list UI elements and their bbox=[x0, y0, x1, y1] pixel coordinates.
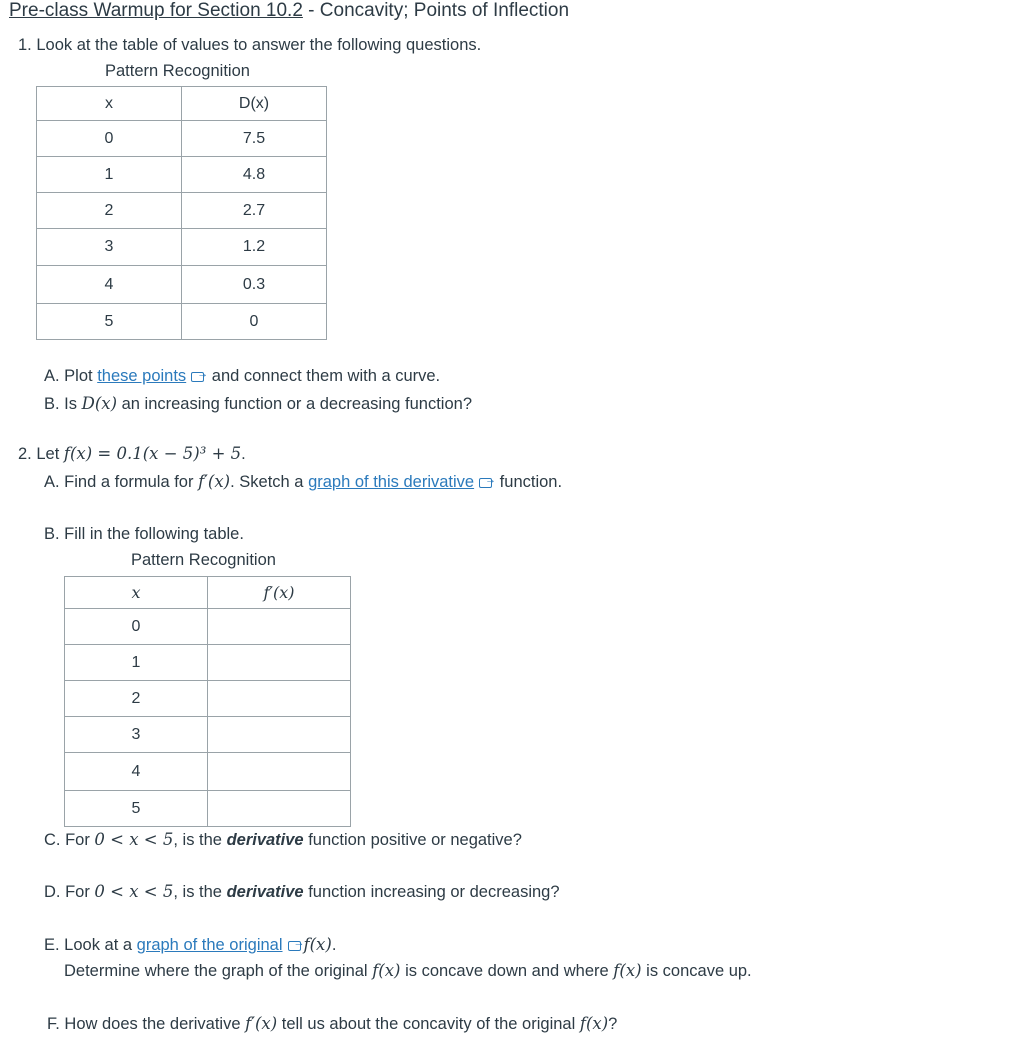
q2-c-mid: , is the bbox=[173, 831, 227, 849]
table-row bbox=[37, 121, 327, 157]
q2-part-f bbox=[47, 1014, 617, 1034]
q2-f-math2: f(x) bbox=[579, 1014, 609, 1033]
q2-a-mid: . Sketch a bbox=[230, 473, 309, 491]
q2-e2-math1: f(x) bbox=[372, 961, 401, 980]
q1-cell: 0 bbox=[37, 121, 182, 157]
q1-cell: 7.5 bbox=[182, 121, 327, 157]
table-row bbox=[37, 266, 327, 304]
q2-c-math: 0 < x < 5 bbox=[94, 830, 174, 849]
q2-d-bold: derivative bbox=[226, 883, 304, 901]
q1-part-b bbox=[44, 394, 472, 414]
table-row bbox=[65, 753, 351, 791]
these-points-link[interactable]: these points bbox=[97, 367, 187, 385]
q1-b-text-post: an increasing function or a decreasing function? bbox=[117, 395, 472, 413]
q2-e2-math2: f(x) bbox=[613, 961, 642, 980]
q2-a-math: f′(x) bbox=[198, 472, 231, 491]
q1-table-caption: Pattern Recognition bbox=[105, 62, 250, 80]
table-row bbox=[37, 229, 327, 266]
q2-cell: 4 bbox=[65, 753, 208, 791]
table-row bbox=[37, 193, 327, 229]
q1-a-text: A. Plot bbox=[44, 367, 98, 385]
table-row bbox=[65, 791, 351, 827]
q1-cell: 1 bbox=[37, 157, 182, 193]
q2-c-post: function positive or negative? bbox=[303, 831, 522, 849]
q2-c-text: C. For bbox=[44, 831, 95, 849]
q2-answer-cell[interactable] bbox=[208, 753, 351, 791]
q2-d-math: 0 < x < 5 bbox=[94, 882, 174, 901]
q2-a-post: function. bbox=[495, 473, 563, 491]
table-row bbox=[65, 717, 351, 753]
q1-cell: 3 bbox=[37, 229, 182, 266]
q2-cell: 0 bbox=[65, 609, 208, 645]
q2-d-mid: , is the bbox=[173, 883, 227, 901]
table-row bbox=[37, 157, 327, 193]
original-graph-link[interactable]: graph of the original bbox=[136, 936, 283, 954]
q2-c-bold: derivative bbox=[226, 831, 304, 849]
q2-cell: 3 bbox=[65, 717, 208, 753]
q1-part-a bbox=[44, 367, 440, 386]
q2-answer-cell[interactable] bbox=[208, 717, 351, 753]
q1-cell: 4 bbox=[37, 266, 182, 304]
table-row bbox=[65, 609, 351, 645]
table-row bbox=[65, 645, 351, 681]
q2-e2-text: Determine where the graph of the original bbox=[64, 962, 373, 980]
q2-part-d bbox=[44, 882, 560, 902]
table-row bbox=[37, 304, 327, 340]
q2-answer-cell[interactable] bbox=[208, 645, 351, 681]
q1-cell: 5 bbox=[37, 304, 182, 340]
q1-cell: 2.7 bbox=[182, 193, 327, 229]
q1-header-dx: D(x) bbox=[182, 87, 327, 121]
q1-cell: 0.3 bbox=[182, 266, 327, 304]
derivative-graph-link[interactable]: graph of this derivative bbox=[308, 473, 475, 491]
q2-header-fprime: f′(x) bbox=[208, 577, 351, 609]
q2-prompt-text: 2. Let bbox=[18, 445, 64, 463]
q2-f-post: ? bbox=[608, 1015, 618, 1033]
q2-f-mid: tell us about the concavity of the original bbox=[277, 1015, 580, 1033]
q2-prompt-end: . bbox=[241, 445, 246, 463]
q2-cell: 1 bbox=[65, 645, 208, 681]
q2-answer-cell[interactable] bbox=[208, 681, 351, 717]
q2-table-caption: Pattern Recognition bbox=[131, 551, 276, 569]
q2-e-post: . bbox=[331, 936, 337, 954]
q2-e2-mid: is concave down and where bbox=[400, 962, 614, 980]
title-link[interactable]: Pre-class Warmup for Section 10.2 bbox=[9, 0, 303, 21]
q1-a-text-post: and connect them with a curve. bbox=[207, 367, 441, 385]
q2-d-post: function increasing or decreasing? bbox=[303, 883, 560, 901]
external-link-icon bbox=[288, 941, 301, 951]
q2-a-text: A. Find a formula for bbox=[44, 473, 199, 491]
q2-e-text: E. Look at a bbox=[44, 936, 137, 954]
q1-prompt: 1. Look at the table of values to answer the following questions. bbox=[18, 36, 482, 54]
q2-part-b: B. Fill in the following table. bbox=[44, 525, 244, 543]
q2-answer-cell[interactable] bbox=[208, 791, 351, 827]
q1-header-x: x bbox=[37, 87, 182, 121]
q1-cell: 4.8 bbox=[182, 157, 327, 193]
q1-b-math: D(x) bbox=[81, 394, 118, 413]
external-link-icon bbox=[479, 478, 492, 488]
q2-answer-cell[interactable] bbox=[208, 609, 351, 645]
q2-prompt-math: f(x) = 0.1(x − 5)³ + 5 bbox=[63, 444, 242, 463]
q2-cell: 5 bbox=[65, 791, 208, 827]
external-link-icon bbox=[191, 372, 204, 382]
q1-cell: 1.2 bbox=[182, 229, 327, 266]
q2-cell: 2 bbox=[65, 681, 208, 717]
q2-d-text: D. For bbox=[44, 883, 95, 901]
q2-table bbox=[64, 576, 351, 827]
q2-part-e bbox=[44, 935, 336, 955]
q2-e2-post: is concave up. bbox=[641, 962, 752, 980]
q2-prompt bbox=[18, 444, 246, 464]
q1-table bbox=[36, 86, 327, 340]
q1-cell: 2 bbox=[37, 193, 182, 229]
title-rest: - Concavity; Points of Inflection bbox=[302, 0, 570, 21]
q2-header-x: x bbox=[65, 577, 208, 609]
q2-part-c bbox=[44, 830, 522, 850]
q2-f-math1: f′(x) bbox=[245, 1014, 278, 1033]
q1-b-text: B. Is bbox=[44, 395, 82, 413]
q1-cell: 0 bbox=[182, 304, 327, 340]
q2-part-e-line2 bbox=[64, 961, 752, 981]
q2-e-math: f(x) bbox=[303, 935, 332, 954]
page-title bbox=[9, 0, 569, 22]
q2-part-a bbox=[44, 472, 562, 492]
table-row bbox=[65, 681, 351, 717]
q2-f-text: F. How does the derivative bbox=[47, 1015, 246, 1033]
